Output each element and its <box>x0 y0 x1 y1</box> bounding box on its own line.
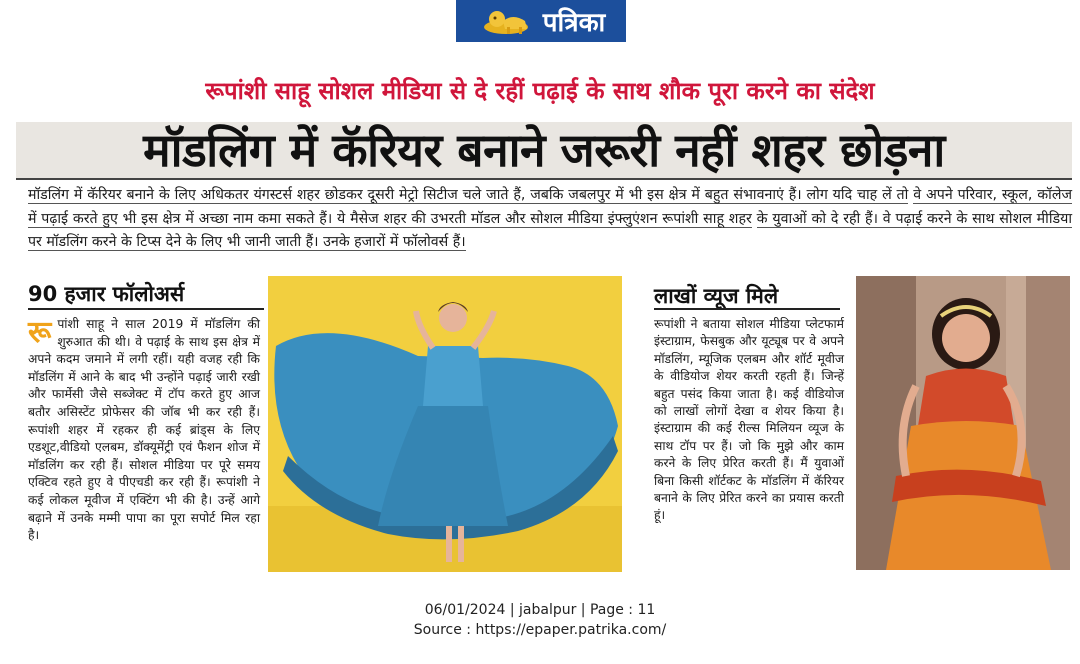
photo-illustration <box>268 276 622 572</box>
main-headline: मॉडलिंग में कॅरियर बनाने जरूरी नहीं शहर छोड़ना <box>143 123 945 177</box>
kicker-headline: रूपांशी साहू सोशल मीडिया से दे रहीं पढ़ाई के साथ शौक पूरा करने का संदेश <box>205 77 875 105</box>
left-column-body <box>28 316 260 545</box>
headline-divider <box>16 178 1072 180</box>
photo-model-blue-gown <box>268 276 622 572</box>
right-column-divider <box>654 308 840 310</box>
masthead <box>456 0 626 42</box>
intro-line: मॉडलिंग में कॅरियर बनाने के लिए अधिकतर यंगस्टर्स शहर छोडकर दूसरी मेट्रो सिटीज चले जाते हैं, जबकि जबलपुर में भी इस क्षेत्र में बहुत संभावनाएं हैं। लोग यदि चाह लें तो <box>28 187 909 203</box>
left-column-divider <box>28 308 264 310</box>
left-column-text: पांशी साहू ने साल 2019 में मॉडलिंग की शुरुआत की थी। वे पढ़ाई के साथ इस क्षेत्र में अपने कदम जमाने में लगी रहीं। यही वजह रही कि मॉडलिंग में आने के बाद भी उन्होंने पढ़ाई जारी रखी और फार्मेसी जैसे सब्जेक्ट में टॉप करते हुए आज बतौर असिस्टेंट प्रोफेसर की जॉब भी कर रही हैं। रूपांशी शहर में रहकर ही कई ब्रांड्स के लिए एडशूट,वीडियो एलबम, डॉक्यूमेंट्री एवं फैशन शोज में मॉडलिंग कर रही हैं। सोशल मीडिया पर पूरे समय एक्टिव रहते हुए वे पीएचडी कर रही हैं। रूपांशी ने कई लोकल मूवीज में एक्टिंग भी की है। उन्हें आगे बढ़ाने में उनके मम्मी पापा का पूरा सपोर्ट मिल रहा है। <box>28 317 260 543</box>
intro-line: के युवाओं को दे रही हैं। वे पढ़ाई करने के साथ सोशल मीडिया पर मॉडलिंग करने के टिप्स देने के लिए भी जानी जाती हैं। उनके हजारों में फॉलोवर्स हैं। <box>28 210 1072 250</box>
footer-dateline: 06/01/2024 | jabalpur | Page : 11 <box>424 602 656 618</box>
right-column-heading: लाखों व्यूज मिले <box>654 284 779 308</box>
intro-paragraph <box>28 184 1072 255</box>
brand-name: पत्रिका <box>542 8 606 38</box>
photo-model-traditional <box>856 276 1070 570</box>
intro-line: वे अपने परिवार, स्कूल, कॉलेज में पढ़ाई करते हुए भी इस क्षेत्र में अच्छा नाम कमा सकते हैं। ये मैसेज शहर की उभरती मॉडल और सोशल मीडिया इंफ्लुएंशन रूपांशी साहू शहर <box>28 187 1073 227</box>
right-column-body: रूपांशी ने बताया सोशल मीडिया प्लेटफार्म इंस्टाग्राम, फेसबुक और यूट्यूब पर वे अपने मॉडलिंग, म्यूजिक एलबम और शॉर्ट मूवीज के वीडियोज शेयर करती रहती हैं। जिन्हें बहुत पसंद किया जाता है। कई वीडियोज को लाखों लोगों देखा व शेयर किया है। इंस्टाग्राम की कई रील्स मिलियन व्यूज के साथ टॉप पर हैं। जो कि मुझे और काम करने के लिए प्रेरित करती हैं। मैं युवाओं बिना किसी शॉर्टकट के मॉडलिंग में कॅरियर बनाने के लिए प्रेरित करने का प्रयास करती हूं। <box>654 317 844 523</box>
lion-icon <box>477 5 535 37</box>
photo-illustration-right <box>856 276 1070 570</box>
left-column-heading: 90 हजार फॉलोअर्स <box>28 282 185 306</box>
dropcap: रू <box>28 315 52 350</box>
footer-source: Source : https://epaper.patrika.com/ <box>413 622 667 638</box>
